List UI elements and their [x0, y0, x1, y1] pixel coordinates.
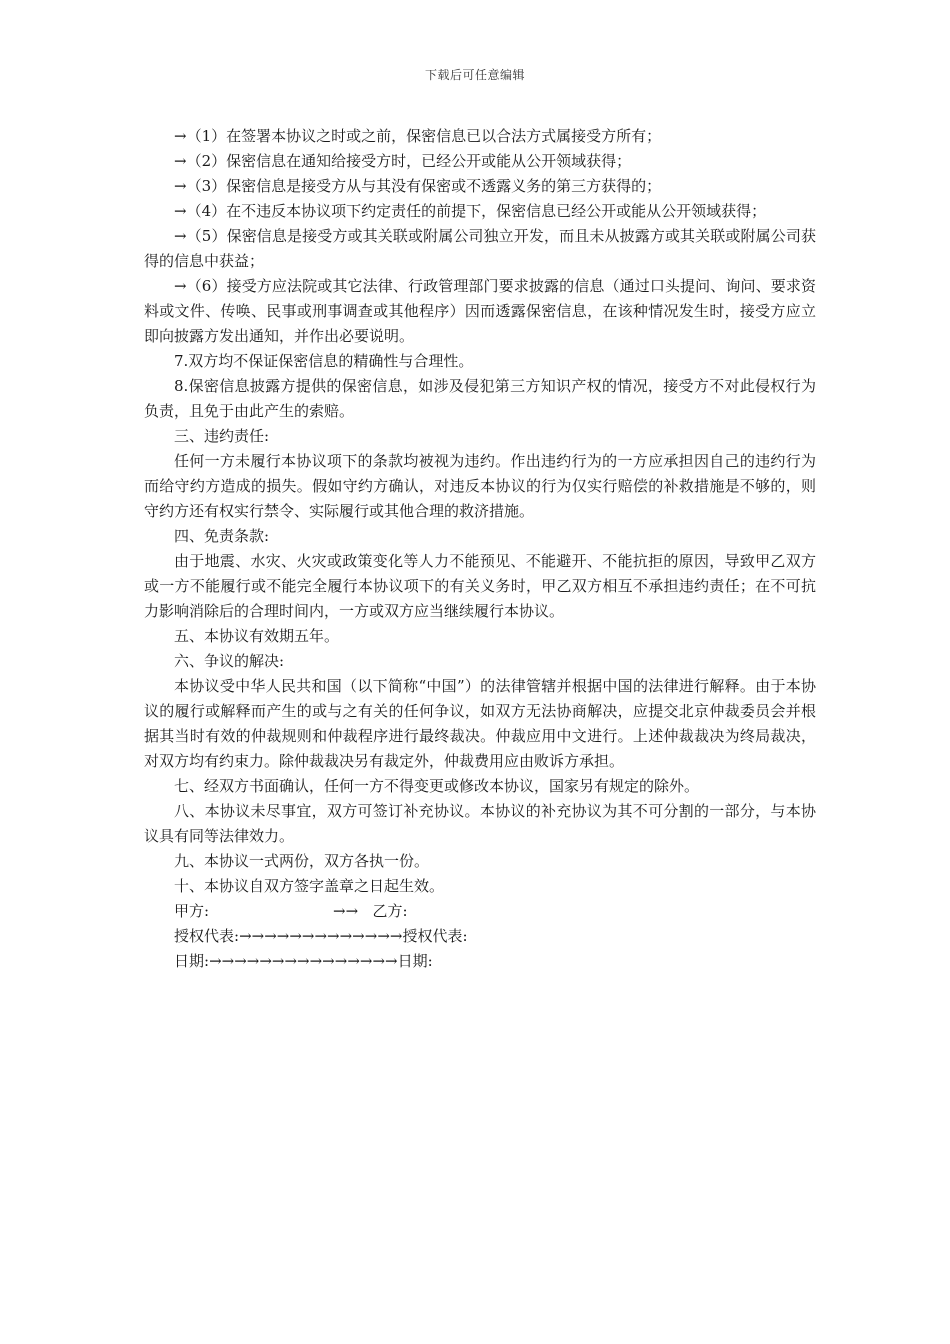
section-body-exemption: 由于地震、水灾、火灾或政策变化等人力不能预见、不能避开、不能抗拒的原因，导致甲乙双方或一方不能履行或不能完全履行本协议项下的有关义务时，甲乙双方相互不承担违约责任；在不可抗力影响消除后的合理时间内，一方或双方应当继续履行本协议。	[144, 552, 816, 620]
signature-dates	[144, 949, 816, 974]
party-b-label: 乙方:	[372, 902, 408, 920]
section-7-amendment: 七、经双方书面确认，任何一方不得变更或修改本协议，国家另有规定的除外。	[174, 777, 700, 795]
clause-exception-1: →（1）在签署本协议之时或之前，保密信息已以合法方式属接受方所有；	[174, 127, 662, 145]
rep-a-label: 授权代表:	[174, 927, 240, 945]
clause-exception-3: →（3）保密信息是接受方从与其没有保密或不透露义务的第三方获得的；	[174, 177, 662, 195]
document-body	[144, 124, 816, 974]
section-body-dispute: 本协议受中华人民共和国（以下简称“中国”）的法律管辖并根据中国的法律进行解释。由于本协议的履行或解释而产生的或与之有关的任何争议，如双方无法协商解决，应提交北京仲裁委员会并根据其当时有效的仲裁规则和仲裁程序进行最终裁决。仲裁应用中文进行。上述仲裁裁决为终局裁决，对双方均有约束力。除仲裁裁决另有裁定外，仲裁费用应由败诉方承担。	[144, 677, 816, 770]
party-gap: →→	[209, 902, 373, 920]
clause-exception-2: →（2）保密信息在通知给接受方时，已经公开或能从公开领域获得；	[174, 152, 632, 170]
party-a-label: 甲方:	[174, 902, 210, 920]
section-heading-breach: 三、违约责任:	[174, 427, 270, 445]
section-heading-dispute: 六、争议的解决:	[174, 652, 285, 670]
clause-8: 8.保密信息披露方提供的保密信息，如涉及侵犯第三方知识产权的情况，接受方不对此侵权行为负责，且免于由此产生的索赔。	[144, 377, 816, 420]
clause-7: 7.双方均不保证保密信息的精确性与合理性。	[174, 352, 474, 370]
rep-gap: →→→→→→→→→→→→→	[239, 927, 403, 945]
clause-exception-6: →（6）接受方应法院或其它法律、行政管理部门要求披露的信息（通过口头提问、询问、要求资料或文件、传唤、民事或刑事调查或其他程序）因而透露保密信息，在该种情况发生时，接受方应立即向披露方发出通知，并作出必要说明。	[144, 277, 816, 345]
page-header: 下载后可任意编辑	[424, 68, 525, 82]
section-9-copies: 九、本协议一式两份，双方各执一份。	[174, 852, 430, 870]
clause-exception-4: →（4）在不违反本协议项下约定责任的前提下，保密信息已经公开或能从公开领域获得；	[174, 202, 767, 220]
clause-exception-5: →（5）保密信息是接受方或其关联或附属公司独立开发，而且未从披露方或其关联或附属公司获得的信息中获益；	[144, 227, 816, 270]
date-gap: →→→→→→→→→→→→→→→	[209, 952, 398, 970]
signature-representatives	[144, 924, 816, 949]
signature-parties	[144, 899, 816, 924]
section-8-supplement: 八、本协议未尽事宜，双方可签订补充协议。本协议的补充协议为其不可分割的一部分，与本协议具有同等法律效力。	[144, 802, 816, 845]
section-validity: 五、本协议有效期五年。	[174, 627, 340, 645]
rep-b-label: 授权代表:	[402, 927, 468, 945]
date-a-label: 日期:	[174, 952, 210, 970]
section-10-effective: 十、本协议自双方签字盖章之日起生效。	[174, 877, 445, 895]
section-body-breach: 任何一方未履行本协议项下的条款均被视为违约。作出违约行为的一方应承担因自己的违约行为而给守约方造成的损失。假如守约方确认，对违反本协议的行为仅实行赔偿的补救措施是不够的，则守约方还有权实行禁令、实际履行或其他合理的救济措施。	[144, 452, 816, 520]
section-heading-exemption: 四、免责条款:	[174, 527, 270, 545]
date-b-label: 日期:	[397, 952, 433, 970]
